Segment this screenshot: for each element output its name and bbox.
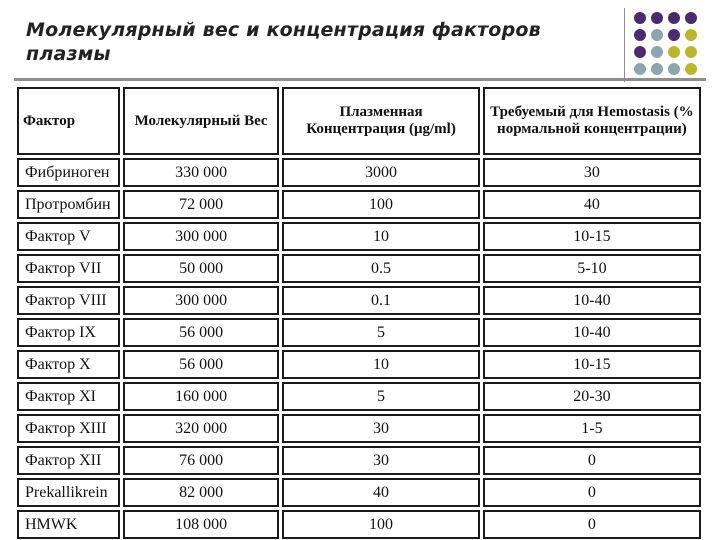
table-body (17, 158, 701, 539)
cell-factor: Фактор VIII (17, 286, 120, 315)
cell-hemostasis-requirement: 5-10 (483, 254, 701, 283)
cell-factor: Фактор VII (17, 254, 120, 283)
cell-molecular-weight: 82 000 (123, 478, 279, 507)
cell-plasma-concentration: 10 (282, 350, 480, 379)
table-row (17, 510, 701, 539)
decor-dot (651, 29, 663, 41)
cell-molecular-weight: 108 000 (123, 510, 279, 539)
table-row (17, 222, 701, 251)
cell-plasma-concentration: 3000 (282, 158, 480, 187)
cell-factor: Фактор X (17, 350, 120, 379)
table-row (17, 254, 701, 283)
decor-dot (634, 63, 646, 75)
slide-title: Молекулярный вес и концентрация факторов плазмы (26, 19, 541, 65)
cell-factor: Фактор V (17, 222, 120, 251)
decor-dot (668, 29, 680, 41)
decor-vertical-line (624, 8, 625, 82)
table-row (17, 286, 701, 315)
table-row (17, 382, 701, 411)
decor-dot (685, 12, 697, 24)
cell-plasma-concentration: 0.1 (282, 286, 480, 315)
decor-dot (634, 12, 646, 24)
cell-factor: Фактор IX (17, 318, 120, 347)
cell-factor: Prekallikrein (17, 478, 120, 507)
header-molecular-weight: Молекулярный Вес (123, 87, 279, 155)
decor-dot (634, 46, 646, 58)
cell-hemostasis-requirement: 0 (483, 446, 701, 475)
cell-factor: Протромбин (17, 190, 120, 219)
table-row (17, 190, 701, 219)
decor-dot (651, 63, 663, 75)
cell-molecular-weight: 330 000 (123, 158, 279, 187)
decor-dot (685, 46, 697, 58)
cell-hemostasis-requirement: 30 (483, 158, 701, 187)
decor-dot-grid (626, 8, 706, 78)
cell-hemostasis-requirement: 40 (483, 190, 701, 219)
factors-table (14, 84, 704, 540)
title-underline (14, 78, 706, 81)
cell-hemostasis-requirement: 1-5 (483, 414, 701, 443)
decor-dot (651, 46, 663, 58)
cell-plasma-concentration: 30 (282, 414, 480, 443)
cell-plasma-concentration: 5 (282, 318, 480, 347)
cell-molecular-weight: 76 000 (123, 446, 279, 475)
cell-plasma-concentration: 40 (282, 478, 480, 507)
cell-hemostasis-requirement: 10-15 (483, 350, 701, 379)
decor-dot (668, 63, 680, 75)
cell-molecular-weight: 56 000 (123, 318, 279, 347)
cell-factor: Фибриноген (17, 158, 120, 187)
cell-hemostasis-requirement: 10-40 (483, 286, 701, 315)
cell-factor: Фактор XIII (17, 414, 120, 443)
table-row (17, 446, 701, 475)
header-hemostasis-requirement: Требуемый для Hemostasis (% нормальной концентрации) (483, 87, 701, 155)
cell-molecular-weight: 72 000 (123, 190, 279, 219)
cell-hemostasis-requirement: 0 (483, 510, 701, 539)
decor-dot (634, 29, 646, 41)
cell-molecular-weight: 50 000 (123, 254, 279, 283)
cell-plasma-concentration: 5 (282, 382, 480, 411)
cell-factor: HMWK (17, 510, 120, 539)
header-factor: Фактор (17, 87, 120, 155)
cell-molecular-weight: 300 000 (123, 286, 279, 315)
factors-table-container (14, 84, 704, 534)
header-plasma-concentration: Плазменная Концентрация (μg/ml) (282, 87, 480, 155)
cell-hemostasis-requirement: 0 (483, 478, 701, 507)
cell-factor: Фактор XI (17, 382, 120, 411)
decor-dot (668, 12, 680, 24)
decor-dot (668, 46, 680, 58)
cell-molecular-weight: 160 000 (123, 382, 279, 411)
cell-plasma-concentration: 100 (282, 510, 480, 539)
table-row (17, 350, 701, 379)
cell-hemostasis-requirement: 20-30 (483, 382, 701, 411)
cell-hemostasis-requirement: 10-40 (483, 318, 701, 347)
table-row (17, 318, 701, 347)
decor-dot (651, 12, 663, 24)
decor-dot (685, 63, 697, 75)
cell-plasma-concentration: 100 (282, 190, 480, 219)
cell-molecular-weight: 320 000 (123, 414, 279, 443)
table-header-row (17, 87, 701, 155)
cell-factor: Фактор XII (17, 446, 120, 475)
cell-plasma-concentration: 30 (282, 446, 480, 475)
table-row (17, 158, 701, 187)
cell-plasma-concentration: 10 (282, 222, 480, 251)
cell-plasma-concentration: 0.5 (282, 254, 480, 283)
decor-dot (685, 29, 697, 41)
cell-hemostasis-requirement: 10-15 (483, 222, 701, 251)
table-row (17, 478, 701, 507)
cell-molecular-weight: 56 000 (123, 350, 279, 379)
cell-molecular-weight: 300 000 (123, 222, 279, 251)
table-row (17, 414, 701, 443)
